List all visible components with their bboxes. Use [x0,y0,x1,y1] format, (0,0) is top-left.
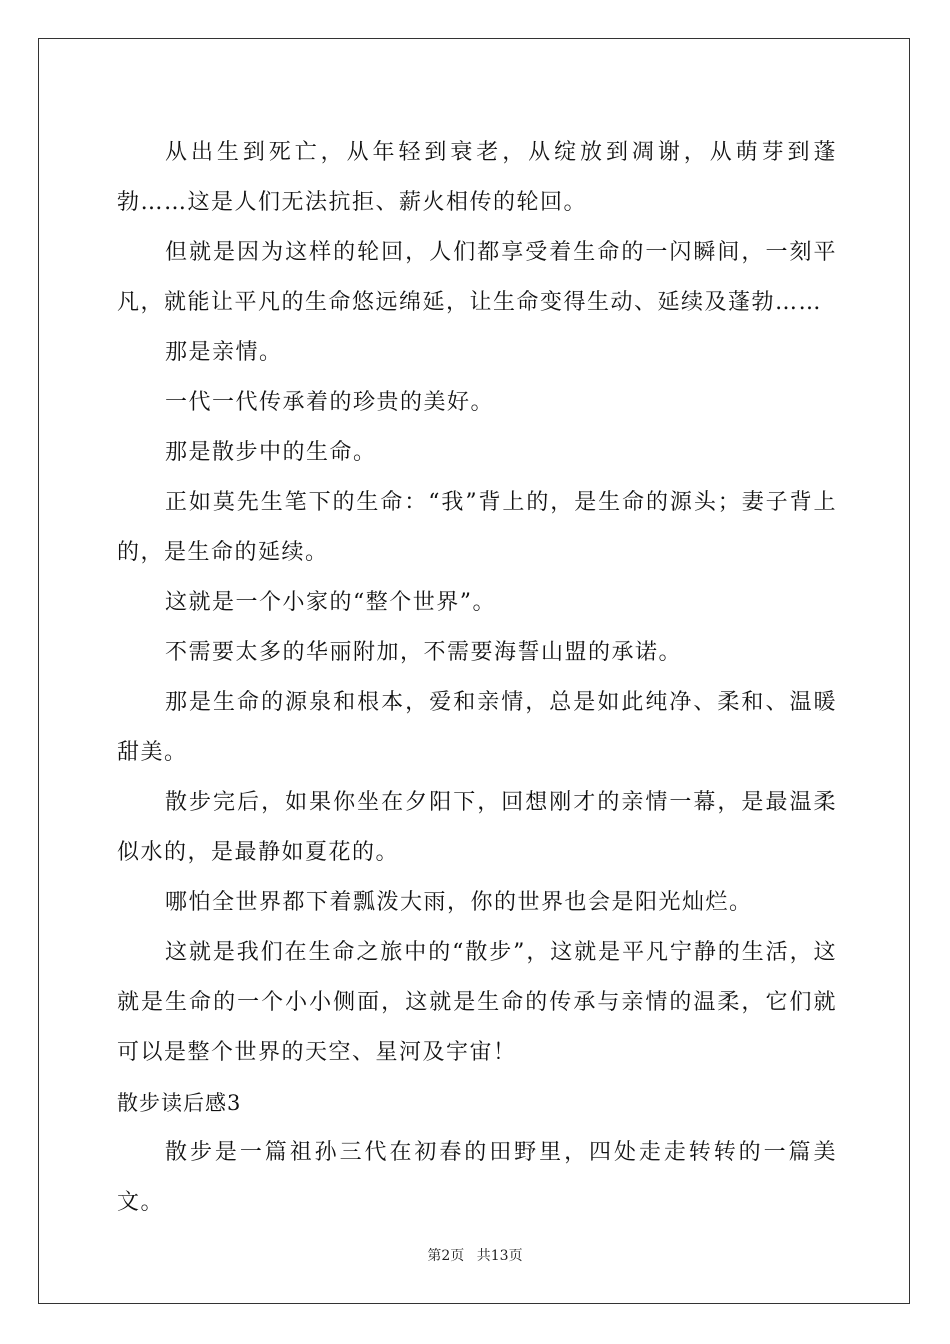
paragraph: 那是亲情。 [165,340,283,365]
paragraph: 但就是因为这样的轮回，人们都享受着生命的一闪瞬间，一刻平凡，就能让平凡的生命悠远绵延，让生命变得生动、延续及蓬勃…… [117,240,837,315]
paragraph: 正如莫先生笔下的生命：“我”背上的，是生命的源头；妻子背上的，是生命的延续。 [117,490,837,565]
paragraph: 那是生命的源泉和根本，爱和亲情，总是如此纯净、柔和、温暖甜美。 [117,690,837,765]
document-body [117,128,837,1228]
paragraph: 这就是一个小家的“整个世界”。 [165,590,496,615]
page-footer [0,1245,950,1265]
paragraph: 从出生到死亡，从年轻到衰老，从绽放到凋谢，从萌芽到蓬勃……这是人们无法抗拒、薪火相传的轮回。 [117,140,837,215]
paragraph: 那是散步中的生命。 [165,440,377,465]
paragraph: 散步是一篇祖孙三代在初春的田野里，四处走走转转的一篇美文。 [117,1140,837,1215]
section-heading: 散步读后感3 [117,1091,242,1115]
paragraph: 散步完后，如果你坐在夕阳下，回想刚才的亲情一幕，是最温柔似水的，是最静如夏花的。 [117,790,837,865]
paragraph: 哪怕全世界都下着瓢泼大雨，你的世界也会是阳光灿烂。 [165,890,753,915]
page-total: 共13页 [476,1248,523,1264]
paragraph: 这就是我们在生命之旅中的“散步”，这就是平凡宁静的生活，这就是生命的一个小小侧面，这就是生命的传承与亲情的温柔，它们就可以是整个世界的天空、星河及宇宙！ [117,940,837,1065]
page-number: 第2页 [427,1248,465,1264]
paragraph: 一代一代传承着的珍贵的美好。 [165,390,495,415]
paragraph: 不需要太多的华丽附加，不需要海誓山盟的承诺。 [165,640,683,665]
